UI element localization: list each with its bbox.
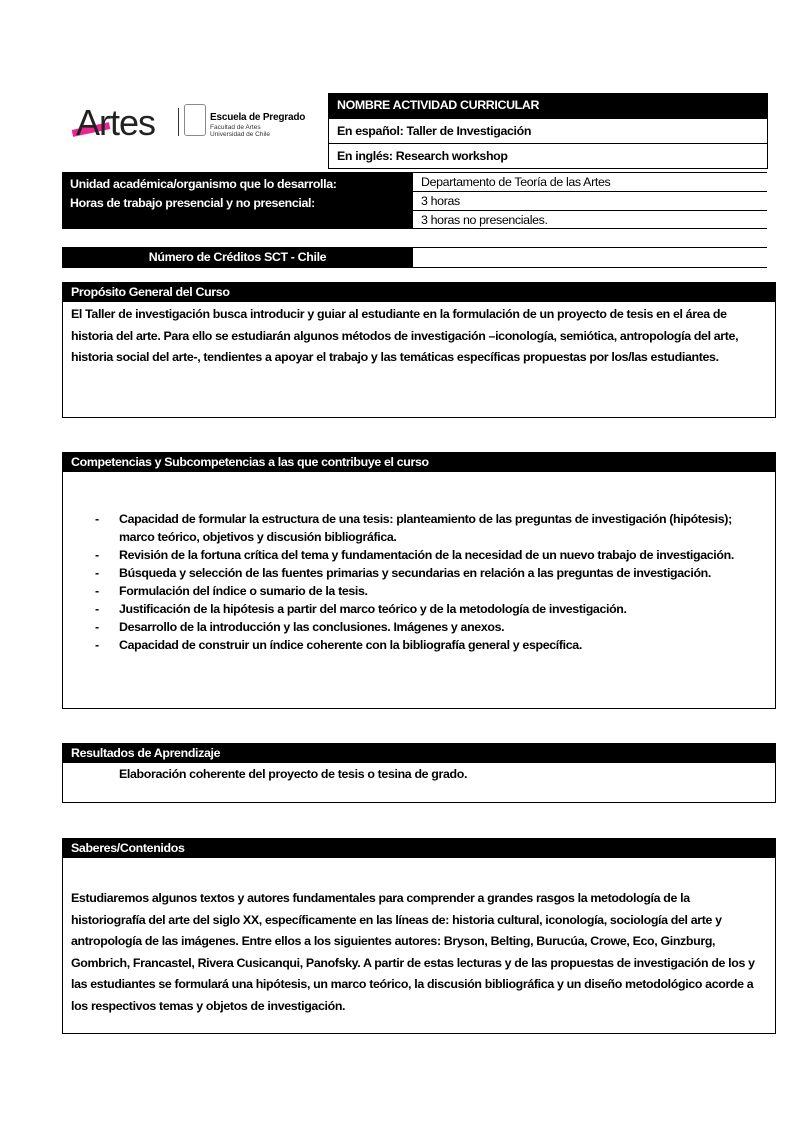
competency-item: - Revisión de la fortuna crítica del tema y fundamentación de la necesidad de un nuevo trabajo de investigación. (89, 546, 767, 564)
purpose-header: Propósito General del Curso (63, 283, 775, 302)
purpose-text: El Taller de investigación busca introducir y guiar al estudiante en la formulación de un proyecto de tesis en el área de historia del arte. Para ello se estudiarán algunos métodos de investigación –iconología, semiótica, antropología del arte, historia social del arte-, tendientes a apoyar el trabajo y las temáticas específicas propuestas por los/las estudiantes. (71, 307, 739, 364)
competency-item: - Justificación de la hipótesis a partir del marco teórico y de la metodología de investigación. (89, 600, 767, 618)
competency-item: - Capacidad de construir un índice coherente con la bibliografía general y específica. (89, 636, 767, 654)
unit-table (62, 172, 767, 229)
contents-section (62, 838, 776, 1034)
credits-table (62, 247, 767, 268)
activity-spanish: En español: Taller de Investigación (329, 118, 767, 143)
activity-header: NOMBRE ACTIVIDAD CURRICULAR (329, 94, 767, 118)
logo-school: Escuela de Pregrado (210, 112, 306, 123)
contents-text: Estudiaremos algunos textos y autores fundamentales para comprender a grandes rasgos la metodología de la historiografía del arte del siglo XX, específicamente en las líneas de: historia cultural, iconología, sociología del arte y antropología de las imágenes. Entre ellos a los siguientes autores: Bryson, Belting, Burucúa, Crowe, Eco, Ginzburg, Gombrich, Francastel, Rivera Cusicanqui, Panofsky. A partir de estas lecturas y de las propuestas de investigación de los y las estudiantes se formulará una hipótesis, un marco teórico, la discusión bibliográfica y un diseño metodológico acorde a los respectivos temas y objetos de investigación. (71, 891, 755, 1013)
competencies-header: Competencias y Subcompetencias a las que contribuye el curso (63, 453, 775, 472)
competencies-section (62, 452, 776, 709)
hours-label: Horas de trabajo presencial y no presencial: (70, 196, 315, 210)
competency-item: - Capacidad de formular la estructura de una tesis: planteamiento de las preguntas de investigación (hipótesis); marco teórico, objetivos y discusión bibliográfica. (89, 510, 767, 546)
unit-label: Unidad académica/organismo que lo desarrolla: (70, 177, 337, 191)
results-header: Resultados de Aprendizaje (63, 744, 775, 763)
logo-divider (178, 108, 179, 136)
results-text: Elaboración coherente del proyecto de tesis o tesina de grado. (119, 767, 468, 781)
contents-header: Saberes/Contenidos (63, 839, 775, 858)
seal-icon (184, 104, 206, 136)
activity-english: En inglés: Research workshop (329, 143, 767, 168)
activity-name-table (328, 93, 768, 169)
competency-item: - Formulación del índice o sumario de la tesis. (89, 582, 767, 600)
competency-item: - Búsqueda y selección de las fuentes primarias y secundarias en relación a las preguntas de investigación. (89, 564, 767, 582)
logo-brand: Artes (76, 102, 155, 144)
hours-value-2: 3 horas no presenciales. (421, 213, 548, 227)
results-section (62, 743, 776, 803)
logo-faculty: Facultad de Artes Universidad de Chile (210, 124, 270, 138)
university-logo (76, 100, 316, 144)
hours-value-1: 3 horas (413, 192, 767, 211)
competency-item: - Desarrollo de la introducción y las conclusiones. Imágenes y anexos. (89, 618, 767, 636)
purpose-section (62, 282, 776, 418)
credits-label: Número de Créditos SCT - Chile (62, 248, 413, 267)
unit-value: Departamento de Teoría de las Artes (413, 173, 767, 192)
